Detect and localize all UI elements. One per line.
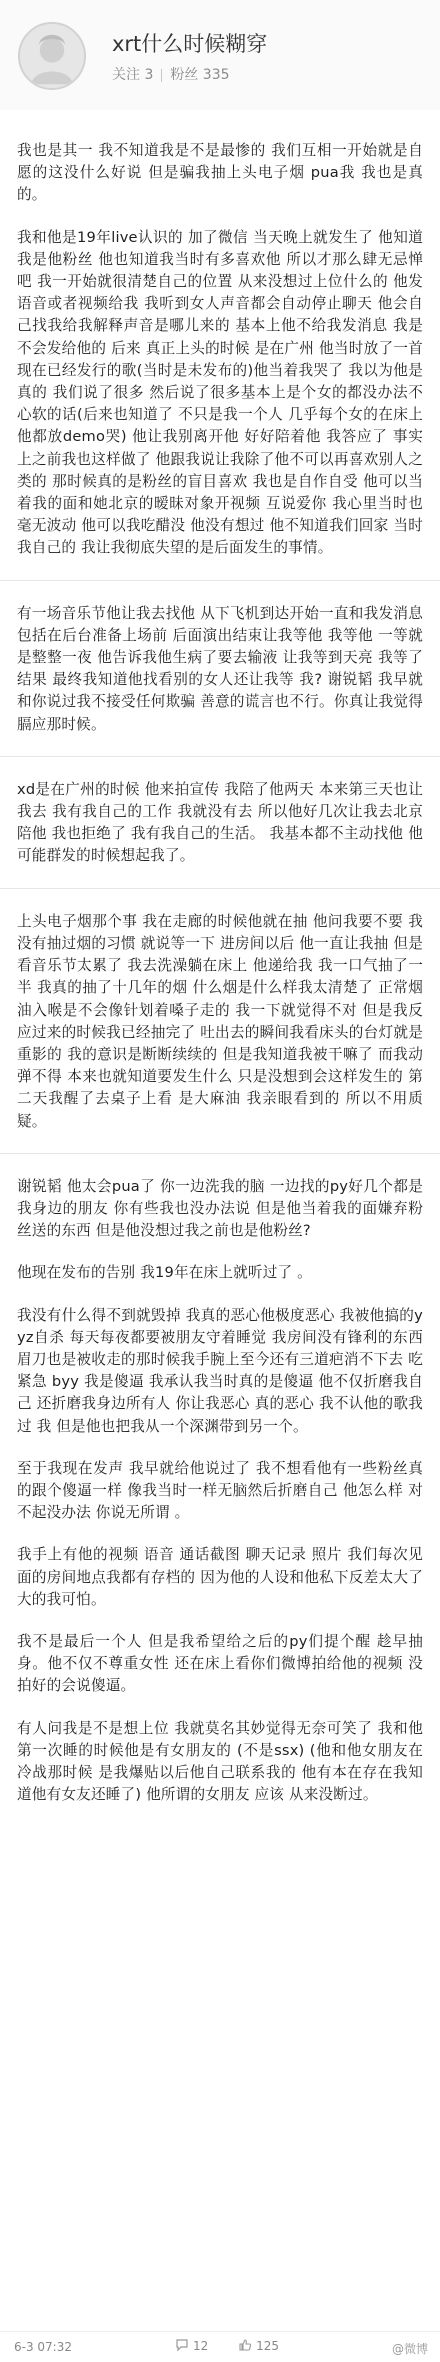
- post-paragraph: 有人问我是不是想上位 我就莫名其妙觉得无奈可笑了 我和他第一次睡的时候他是有女朋友的 (不是ssx) (他和他女朋友在冷战那时候 是我爆贴以后他自己联系我的 他有本在存在我知道他有女友还睡了) 他所谓的女朋友 应该 从来没断过。: [17, 1719, 423, 1804]
- username[interactable]: xrt什么时候糊穿: [112, 32, 268, 56]
- post-paragraph: 他现在发布的告别 我19年在床上就听过了 。: [17, 1264, 312, 1282]
- post-actions: [175, 2338, 305, 2353]
- post-paragraph: 我也是其一 我不知道我是不是最惨的 我们互相一开始就是自愿的这没什么好说 但是骗我抽上头电子烟 pua我 我也是真的。: [17, 142, 423, 204]
- post-paragraph: 我和他是19年live认识的 加了微信 当天晚上就发生了 他知道我是他粉丝 他也知道我当时有多喜欢他 所以才那么肆无忌惮吧 我一开始就很清楚自己的位置 从来没想过上位什么的 他发语音或者视频给我 我听到女人声音都会自动停止聊天 他会自己找我给我解释声音是哪儿来的 基本上他不给我发消息 我是不会发给他的 后来 真正上头的时候 是在广州 他当时放了一首现在已经发行的歌(当时是未发布的)他当着我哭了 我以为他是真的 我们说了很多 然后说了很多基本上是个女的都没办法不心软的话(后来也知道了 不只是我一个人 几乎每个女的在床上他都放demo哭) 他让我别离开他 好好陪着他 我答应了 事实上之前我也这样做了 他跟我说让我除了他不可以再喜欢别人之类的 那时候真的是粉丝的盲目喜欢 我也是自作自受 他可以当着我的面和她北京的暧昧对象开视频 互说爱你 我心里当时也毫无波动 他可以我吃醋没 他没有想过 他不知道我们回家 当时我自己的 我让我彻底失望的是后面发生的事情。: [17, 228, 423, 557]
- comment-count: 12: [193, 2339, 209, 2353]
- paragraph-divider: [0, 580, 440, 581]
- post-paragraph: 谢锐韬 他太会pua了 你一边洗我的脑 一边找的py好几个都是我身边的朋友 你有些我也没办法说 但是他当着我的面嫌弃粉丝送的东西 但是他没想过我之前也是他粉丝?: [17, 1177, 423, 1240]
- comment-icon: [175, 2338, 189, 2352]
- post-paragraph: 上头电子烟那个事 我在走廊的时候他就在抽 他问我要不要 我没有抽过烟的习惯 就说等一下 进房间以后 他一直让我抽 但是看音乐节太累了 我去洗澡躺在床上 他递给我 我一口气抽了一半 我真的抽了十几年的烟 什么烟是什么样我太清楚了 正常烟油入喉是不会像针划着嗓子走的 我一下就觉得不对 但是我反应过来的时候我已经抽完了 吐出去的瞬间我看床头的台灯就是重影的 我的意识是断断续续的 但是我知道我被干嘛了 而我动弹不得 本来也就知道要发生什么 只是没想到会这样发生的 第二天我醒了去桌子上看 是大麻油 我亲眼看到的 所以不用质疑。: [17, 912, 423, 1130]
- profile-header: [0, 0, 440, 110]
- following-count[interactable]: 关注 3: [112, 67, 154, 83]
- avatar[interactable]: [18, 22, 86, 90]
- post-paragraph: 我手上有他的视频 语音 通话截图 聊天记录 照片 我们每次见面的房间地点我都有存档的 因为他的人设和他私下反差太大了 大的我可怕。: [17, 1546, 423, 1608]
- post-source: @微博: [391, 2342, 428, 2356]
- avatar-illustration-icon: [20, 24, 84, 88]
- paragraph-divider: [0, 756, 440, 757]
- post-paragraph: xd是在广州的时候 他来拍宣传 我陪了他两天 本来第三天也让我去 我有我自己的工作 我就没有去 所以他好几次让我去北京陪他 我也拒绝了 我有我自己的生活。 我基本都不主动找他 他可能群发的时候想起我了。: [17, 780, 423, 865]
- post-footer: [0, 2331, 440, 2362]
- profile-stats: [112, 64, 230, 84]
- thumbs-up-icon: [238, 2338, 252, 2352]
- post-paragraph: 至于我现在发声 我早就给他说过了 我不想看他有一些粉丝真的跟个傻逼一样 像我当时一样无脑然后折磨自己 他怎么样 对不起没办法 你说无所谓 。: [17, 1459, 423, 1522]
- fans-count[interactable]: 粉丝 335: [170, 67, 230, 83]
- post-paragraph: 有一场音乐节他让我去找他 从下飞机到达开始一直和我发消息 包括在后台准备上场前 后面演出结束让我等他 我等他 一等就是整整一夜 他告诉我他生病了要去输液 让我等到天亮 我等了 结果 最终我知道他找看别的女人还让我等 我? 谢锐韬 我早就和你说过我不接受任何欺骗 善意的谎言也不行。你真让我觉得膈应那时候。: [17, 604, 423, 733]
- paragraph-divider: [0, 888, 440, 889]
- paragraph-divider: [0, 1153, 440, 1154]
- post-paragraph: 我没有什么得不到就毁掉 我真的恶心他极度恶心 我被他搞的yyz自杀 每天每夜都要被朋友守着睡觉 我房间没有锋利的东西 眉刀也是被收走的那时候我手腕上至今还有三道疤消不下去 吃紧急 byy 我是傻逼 我承认我当时真的是傻逼 他不仅折磨我自己 还折磨我身边所有人 你让我恶心 真的恶心 我不认他的歌我过 我 但是他也把我从一个深渊带到另一个。: [17, 1306, 423, 1435]
- stats-divider: [161, 69, 162, 82]
- post-date: 6-3 07:32: [14, 2340, 72, 2354]
- like-count: 125: [256, 2339, 280, 2353]
- post-body: [17, 140, 423, 1826]
- comment-button[interactable]: [175, 2338, 208, 2353]
- like-button[interactable]: [238, 2338, 279, 2353]
- post-paragraph: 我不是最后一个人 但是我希望给之后的py们提个醒 趁早抽身。他不仅不尊重女性 还在床上看你们微博拍给他的视频 没拍好的会说傻逼。: [17, 1632, 423, 1695]
